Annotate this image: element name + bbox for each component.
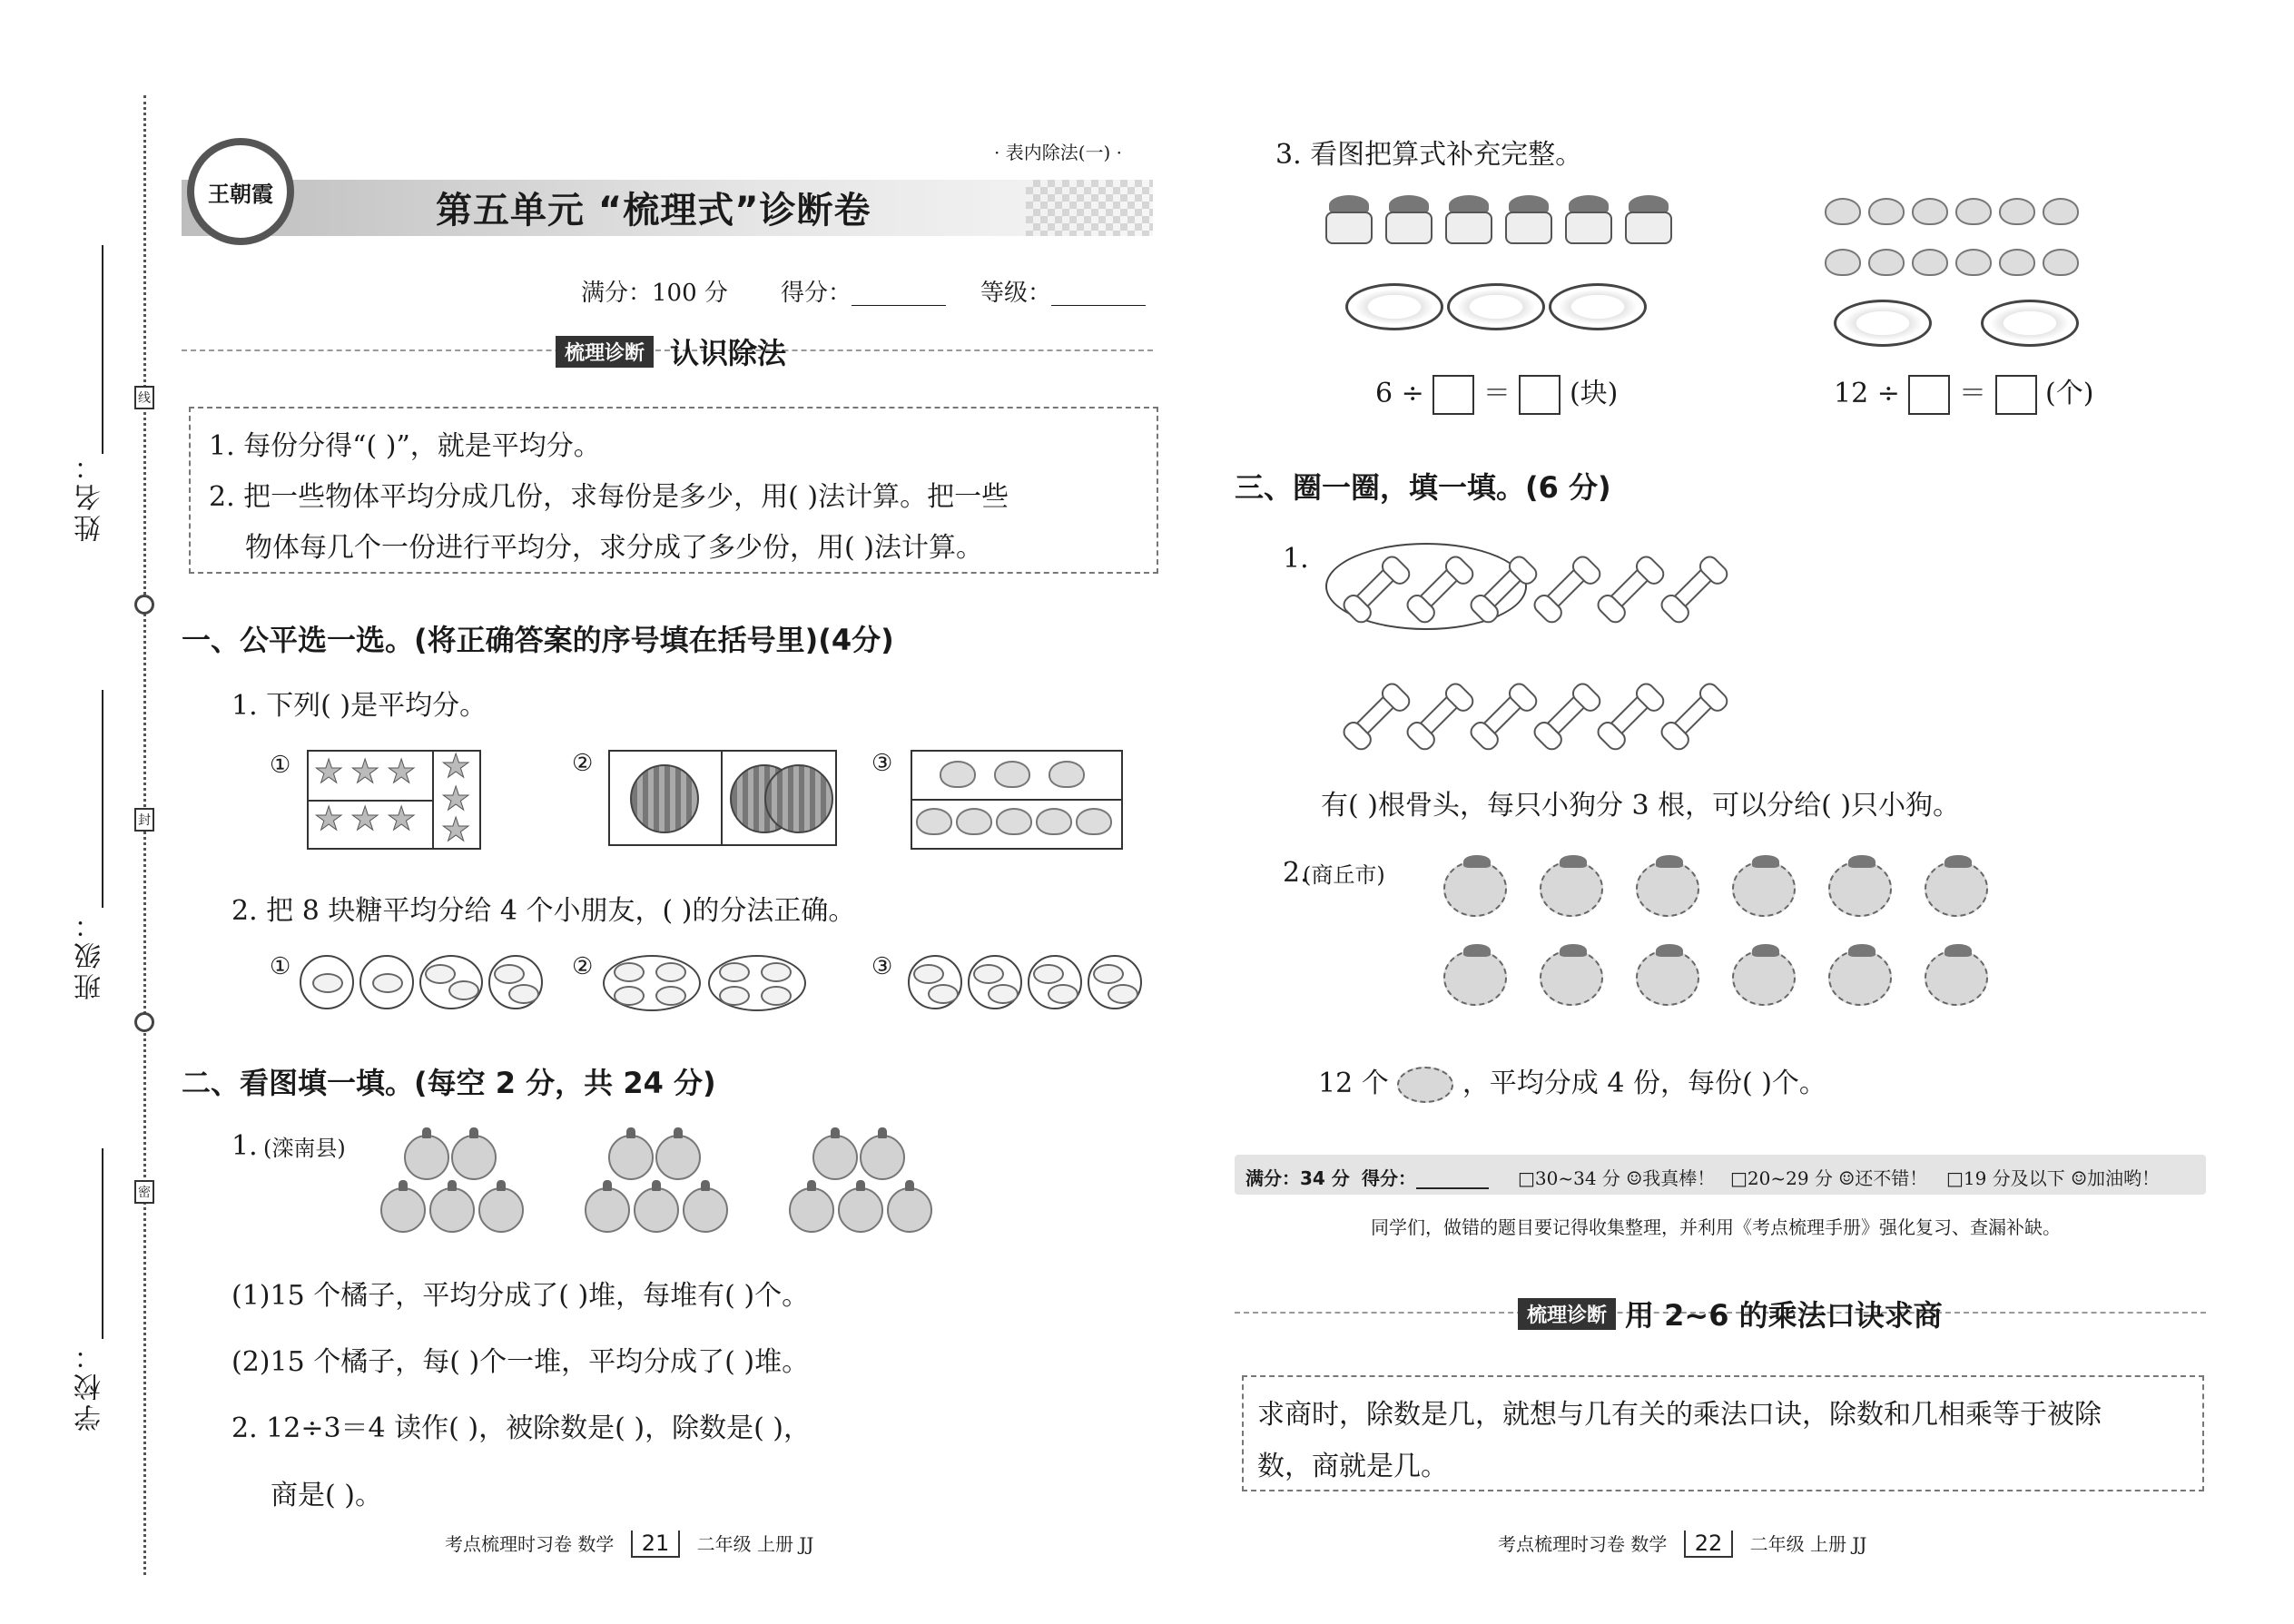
part2-heading: 二、看图填一填。(每空 2 分，共 24 分) — [182, 1066, 716, 1100]
option-1-label[interactable]: ① — [270, 752, 291, 779]
rating-option-2[interactable]: □20~29 分 ☺还不错！ — [1730, 1167, 1928, 1189]
plate-2 — [1447, 283, 1545, 330]
section-divider — [182, 349, 1153, 377]
review-title: 认识除法 — [670, 336, 787, 370]
plate-1 — [1345, 283, 1443, 330]
option-1-label[interactable]: ① — [270, 953, 291, 980]
cake-row — [1325, 195, 1689, 250]
candy-option-1 — [300, 951, 545, 1015]
bone-row-2 — [1334, 676, 1716, 758]
plate-4 — [1834, 300, 1932, 347]
review-line-1: 1. 每份分得“( )”，就是平均分。 — [209, 430, 601, 462]
part3-q1-number: 1. — [1283, 543, 1309, 575]
part2-q2b: 商是( )。 — [271, 1480, 382, 1511]
binding-mark-xian: 线 — [134, 386, 154, 409]
answer-box[interactable] — [1433, 375, 1474, 415]
footer-book: 考点梳理时习卷 数学 — [1498, 1533, 1668, 1555]
subject-tag: · 表内除法(一) · — [994, 142, 1123, 163]
strawberry-figure — [911, 750, 1123, 850]
footer-left — [445, 1530, 813, 1558]
right-expression: 12 ÷ ＝ (个) — [1834, 370, 2093, 415]
part3-q2-text: 12 个 ，平均分成 4 份，每份( )个。 — [1318, 1060, 1826, 1103]
rating-option-1[interactable]: □30~34 分 ☺我真棒！ — [1518, 1167, 1716, 1189]
binding-mark-feng: 封 — [134, 808, 154, 832]
score-bar-full: 满分：34 分 — [1245, 1167, 1350, 1189]
binding-dotted-line — [143, 95, 146, 1575]
option-2-label[interactable]: ② — [572, 953, 594, 980]
class-field-line[interactable] — [102, 690, 103, 908]
binding-ring — [134, 1012, 154, 1032]
part3-heading: 三、圈一圈，填一填。(6 分) — [1235, 470, 1611, 505]
watermelon-figure — [608, 750, 837, 846]
full-score: 满分：100 分 — [581, 280, 728, 307]
score-field[interactable]: 得分：________ — [781, 280, 947, 307]
option-3-label[interactable]: ③ — [871, 750, 893, 777]
part2-q1b: (2)15 个橘子，每( )个一堆，平均分成了( )堆。 — [231, 1346, 810, 1378]
plate-3 — [1549, 283, 1647, 330]
option-2-label[interactable]: ② — [572, 750, 594, 777]
score-note: 同学们，做错的题目要记得收集整理，并利用《考点梳理手册》强化复习、查漏补缺。 — [1371, 1216, 2061, 1238]
smile-icon: ☺ — [1838, 1167, 1856, 1189]
orange-pile-3 — [785, 1135, 949, 1244]
rating-option-3[interactable]: □19 分及以下 ☺加油哟！ — [1946, 1167, 2160, 1189]
binding-ring — [134, 595, 154, 615]
part1-q2: 2. 把 8 块糖平均分给 4 个小朋友，( )的分法正确。 — [231, 895, 856, 927]
option-3-label[interactable]: ③ — [871, 953, 893, 980]
page-number: 21 — [631, 1530, 681, 1558]
region-note: (滦南县) — [263, 1136, 346, 1161]
answer-box[interactable] — [1995, 375, 2037, 415]
review2-line-1: 求商时，除数是几，就想与几有关的乘法口诀，除数和几相乘等于被除 — [1257, 1399, 2102, 1431]
review-tag: 梳理诊断 — [556, 336, 654, 368]
name-field-line[interactable] — [102, 245, 103, 454]
part2-q1a: (1)15 个橘子，平均分成了( )堆，每堆有( )个。 — [231, 1280, 810, 1312]
score-bar-got[interactable]: 得分：________ — [1362, 1167, 1489, 1189]
plate-5 — [1981, 300, 2079, 347]
answer-box[interactable] — [1519, 375, 1561, 415]
stars-figure: ★ ★ ★ ★ ★ ★ ★ ★ ★ — [307, 750, 481, 850]
orange-pile-1 — [377, 1135, 540, 1244]
candy-option-2 — [603, 951, 812, 1015]
footer-right — [1498, 1530, 1866, 1558]
binding-mark-mi: 密 — [134, 1180, 154, 1204]
review-tag: 梳理诊断 — [1518, 1298, 1616, 1330]
part3q-heading: 3. 看图把算式补充完整。 — [1275, 139, 1583, 171]
banner-pattern — [1026, 180, 1153, 236]
part3-q2-number: 2. — [1283, 857, 1309, 889]
review-title: 用 2~6 的乘法口诀求商 — [1625, 1298, 1943, 1333]
strawberry-rows — [1825, 198, 2097, 289]
review2-line-2: 数，商就是几。 — [1257, 1451, 1448, 1482]
page-number: 22 — [1684, 1530, 1734, 1558]
part3-q1-text: 有( )根骨头，每只小狗分 3 根，可以分给( )只小狗。 — [1321, 790, 1961, 822]
brand-logo: 王朝霞 — [187, 138, 294, 245]
part1-heading: 一、公平选一选。(将正确答案的序号填在括号里)(4分) — [182, 623, 894, 657]
class-label: 班级： — [74, 908, 106, 1000]
footer-grade: 二年级 上册 JJ — [1749, 1533, 1867, 1555]
footer-book: 考点梳理时习卷 数学 — [445, 1533, 615, 1555]
review-line-2: 2. 把一些物体平均分成几份，求每份是多少，用( )法计算。把一些 — [209, 481, 1009, 513]
part2-q1-number: 1. — [231, 1130, 258, 1162]
answer-box[interactable] — [1908, 375, 1950, 415]
footer-grade: 二年级 上册 JJ — [696, 1533, 814, 1555]
part1-q1: 1. 下列( )是平均分。 — [231, 690, 487, 722]
grade-field[interactable]: 等级：________ — [980, 280, 1147, 307]
smile-icon: ☺ — [2071, 1167, 2087, 1189]
school-field-line[interactable] — [102, 1148, 103, 1339]
left-expression: 6 ÷ ＝ (块) — [1375, 370, 1618, 415]
candy-option-3 — [908, 951, 1153, 1015]
bone-row-1 — [1334, 549, 1716, 631]
school-label: 学校： — [74, 1339, 106, 1432]
orange-pile-2 — [581, 1135, 744, 1244]
part2-q2a: 2. 12÷3＝4 读作( )，被除数是( )，除数是( )， — [231, 1412, 812, 1444]
smile-icon: ☺ — [1626, 1167, 1643, 1189]
region-note-2: (商丘市) — [1303, 862, 1385, 888]
tomato-grid — [1443, 861, 2006, 1024]
tomato-icon — [1397, 1067, 1453, 1103]
review-line-3: 物体每几个一份进行平均分，求分成了多少份，用( )法计算。 — [245, 532, 983, 564]
page-title: 第五单元 “梳理式”诊断卷 — [436, 190, 871, 231]
name-label: 姓名： — [74, 449, 106, 542]
